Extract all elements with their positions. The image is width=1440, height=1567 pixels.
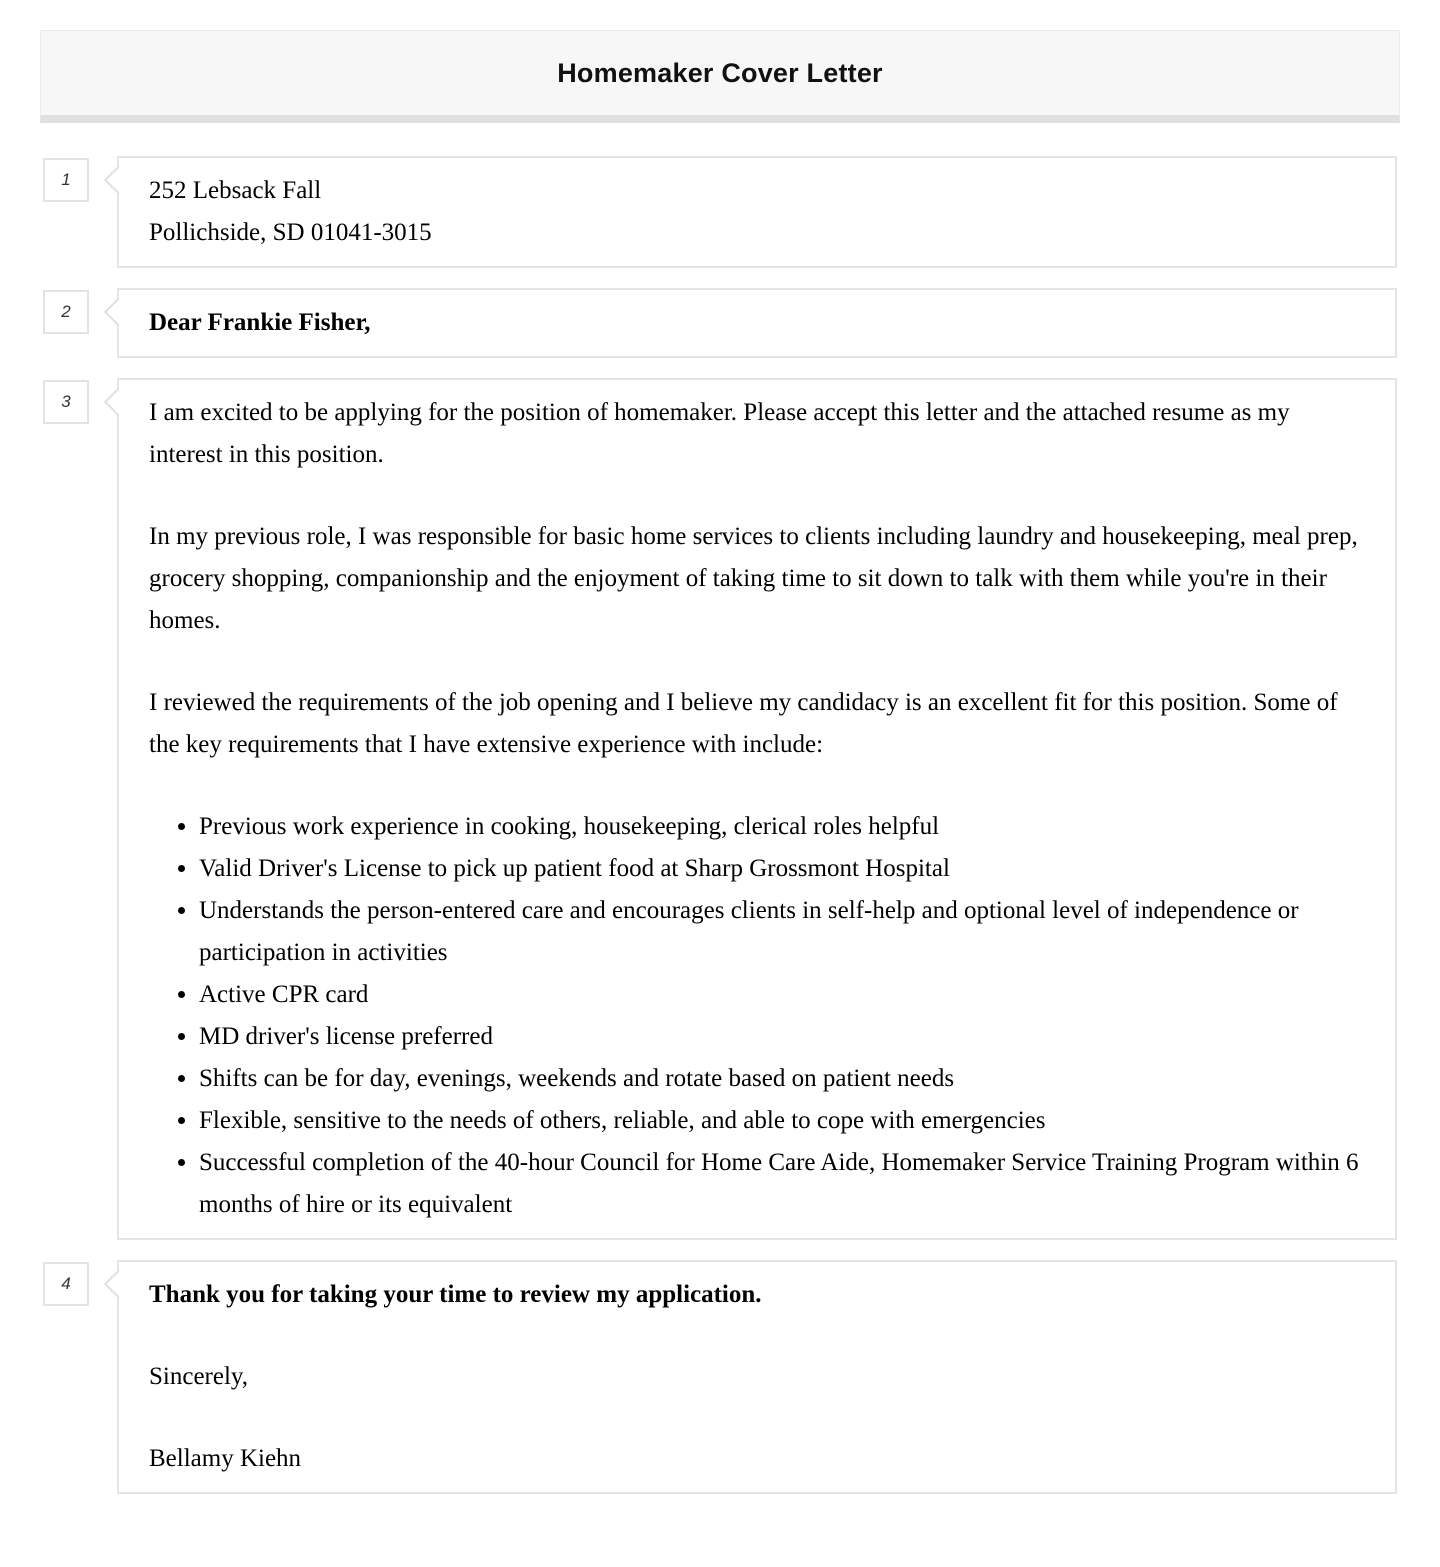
requirements-list bbox=[149, 806, 1365, 1226]
page-title: Homemaker Cover Letter bbox=[557, 57, 883, 88]
document-header bbox=[40, 30, 1400, 123]
section-closing bbox=[40, 1260, 1397, 1494]
list-item: • MD driver's license preferred bbox=[199, 1016, 1365, 1058]
body-paragraph-3: I reviewed the requirements of the job opening and I believe my candidacy is an excellent fit for this position. Some of the key requirements that I have extensive experience with include: bbox=[149, 689, 1338, 758]
closing-content bbox=[117, 1260, 1397, 1494]
body-paragraph-2: In my previous role, I was responsible for basic home services to clients including laundry and housekeeping, meal prep, grocery shopping, companionship and the enjoyment of taking time to sit down to talk with them while you're in their homes. bbox=[149, 523, 1358, 634]
salutation-content bbox=[117, 288, 1397, 358]
list-item: • Valid Driver's License to pick up patient food at Sharp Grossmont Hospital bbox=[199, 848, 1365, 890]
section-number-badge: 1 bbox=[43, 158, 89, 202]
section-number-badge: 4 bbox=[43, 1262, 89, 1306]
list-item: • Active CPR card bbox=[199, 974, 1365, 1016]
list-item: • Previous work experience in cooking, housekeeping, clerical roles helpful bbox=[199, 806, 1365, 848]
salutation-text: Dear Frankie Fisher, bbox=[149, 309, 371, 336]
section-address bbox=[40, 156, 1397, 268]
list-item: • Successful completion of the 40-hour Council for Home Care Aide, Homemaker Service Training Program within 6 months of hire or its equivalent bbox=[199, 1142, 1365, 1226]
list-item: • Understands the person-entered care and encourages clients in self-help and optional level of independence or participation in activities bbox=[199, 890, 1365, 974]
letter-sections bbox=[0, 156, 1440, 1494]
closing-signoff: Sincerely, bbox=[149, 1363, 249, 1390]
section-body bbox=[40, 378, 1397, 1240]
section-salutation bbox=[40, 288, 1397, 358]
address-line-1: 252 Lebsack Fall bbox=[149, 177, 322, 204]
address-content bbox=[117, 156, 1397, 268]
list-item: • Flexible, sensitive to the needs of others, reliable, and able to cope with emergencies bbox=[199, 1100, 1365, 1142]
closing-signature: Bellamy Kiehn bbox=[149, 1445, 302, 1472]
body-content bbox=[117, 378, 1397, 1240]
list-item: • Shifts can be for day, evenings, weekends and rotate based on patient needs bbox=[199, 1058, 1365, 1100]
section-number-badge: 2 bbox=[43, 290, 89, 334]
address-line-2: Pollichside, SD 01041-3015 bbox=[149, 219, 432, 246]
body-paragraph-1: I am excited to be applying for the position of homemaker. Please accept this letter and the attached resume as my interest in this position. bbox=[149, 399, 1290, 468]
section-number-badge: 3 bbox=[43, 380, 89, 424]
closing-thanks: Thank you for taking your time to review my application. bbox=[149, 1281, 762, 1308]
